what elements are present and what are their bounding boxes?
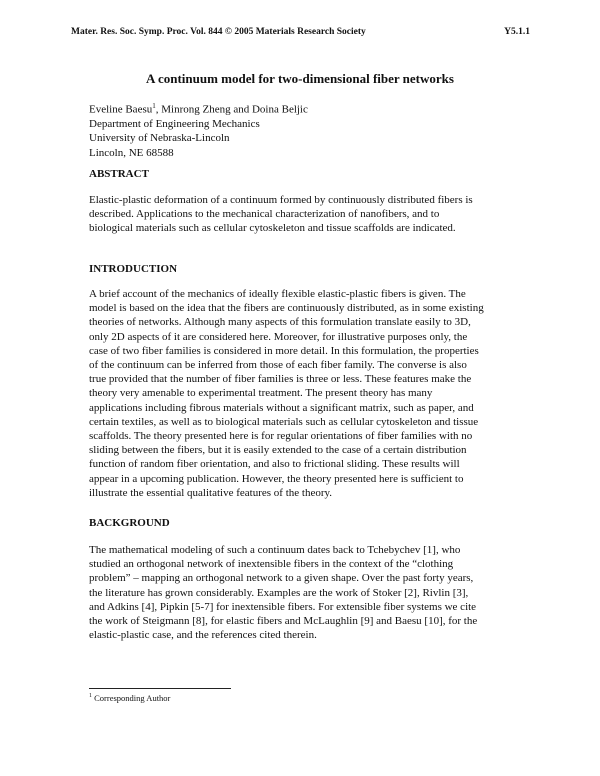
author-block bbox=[89, 99, 308, 160]
footnote bbox=[89, 693, 170, 703]
text-line: The mathematical modeling of such a continuum dates back to Tchebychev [1], who bbox=[89, 544, 461, 556]
text-line: only 2D aspects of it are considered here. Moreover, for illustrative purposes only, the bbox=[89, 330, 468, 343]
text-line: biological materials such as cellular cytoskeleton and tissue scaffolds are indicated. bbox=[89, 222, 456, 235]
affiliation-line: Department of Engineering Mechanics bbox=[89, 117, 260, 130]
introduction-body bbox=[89, 287, 514, 500]
text-line: certain textiles, as well as to biological materials such as cellular cytoskeleton and tissue bbox=[89, 415, 479, 428]
text-line: the work of Steigmann [8], for elastic fibers and McLaughlin [9] and Baesu [10], for the bbox=[89, 615, 478, 628]
text-line: scaffolds. The theory presented here is for regular orientations of fiber families with no bbox=[89, 430, 473, 443]
text-line: and Adkins [4], Pipkin [5-7] for inextensible fibers. For extensible fiber systems we cite bbox=[89, 600, 477, 613]
abstract-body bbox=[89, 193, 514, 236]
text-line: theory very amenable to experimental treatment. The present theory has many bbox=[89, 387, 433, 400]
affiliation-line: University of Nebraska-Lincoln bbox=[89, 132, 230, 145]
text-line: described. Applications to the mechanical characterization of nanofibers, and to bbox=[89, 208, 440, 221]
text-line: Elastic-plastic deformation of a continuum formed by continuously distributed fibers is bbox=[89, 194, 473, 206]
text-line: appear in a upcoming publication. However, the theory presented here is sufficient to bbox=[89, 472, 464, 485]
text-line: sliding between the fibers, but it is easily extended to the case of a certain distribution bbox=[89, 444, 467, 457]
running-header bbox=[71, 27, 530, 39]
introduction-heading: INTRODUCTION bbox=[89, 263, 178, 275]
footnote-marker: 1 bbox=[152, 102, 156, 110]
first-author: Eveline Baesu bbox=[89, 103, 153, 116]
coauthors: , Minrong Zheng and Doina Beljic bbox=[155, 103, 308, 116]
footnote-divider bbox=[89, 688, 231, 689]
text-line: the literature has grown considerably. Examples are the work of Stoker [2], Rivlin [3], bbox=[89, 586, 469, 599]
text-line: model is based on the idea that the fibers are continuously distributed, as in some existing bbox=[89, 302, 484, 315]
text-line: of the continuum can be inferred from those of each fiber family. The converse is also bbox=[89, 359, 467, 372]
affiliation-line: Lincoln, NE 68588 bbox=[89, 146, 174, 159]
text-line: applications including fibrous materials without a significant matrix, such as paper, and bbox=[89, 401, 474, 414]
paper-title: A continuum model for two-dimensional fiber networks bbox=[146, 71, 454, 86]
page-number: Y5.1.1 bbox=[504, 27, 530, 37]
footnote-text: Corresponding Author bbox=[92, 693, 171, 703]
text-line: function of random fiber orientation, and also to frictional sliding. These results will bbox=[89, 458, 460, 471]
author-names bbox=[89, 99, 308, 117]
text-line: theories of networks. Although many aspects of this formulation translate easily to 3D, bbox=[89, 316, 471, 329]
journal-citation: Mater. Res. Soc. Symp. Proc. Vol. 844 © 2005 Materials Research Society bbox=[71, 27, 366, 37]
text-line: A brief account of the mechanics of ideally flexible elastic-plastic fibers is given. The bbox=[89, 288, 466, 300]
text-line: case of two fiber families is considered in more detail. In this formulation, the properties bbox=[89, 344, 479, 357]
text-line: elastic-plastic case, and the references cited therein. bbox=[89, 629, 317, 642]
footnote-marker: 1 bbox=[89, 693, 92, 700]
text-line: studied an orthogonal network of inextensible fibers in the context of the “clothing bbox=[89, 558, 454, 571]
background-heading: BACKGROUND bbox=[89, 517, 170, 529]
text-line: problem” – mapping an orthogonal network to a given shape. Over the past forty years, bbox=[89, 572, 474, 585]
abstract-heading: ABSTRACT bbox=[89, 168, 149, 180]
text-line: true provided that the number of fiber families is three or less. These features make the bbox=[89, 373, 472, 386]
background-body bbox=[89, 543, 514, 642]
text-line: illustrate the essential qualitative features of the theory. bbox=[89, 486, 333, 499]
